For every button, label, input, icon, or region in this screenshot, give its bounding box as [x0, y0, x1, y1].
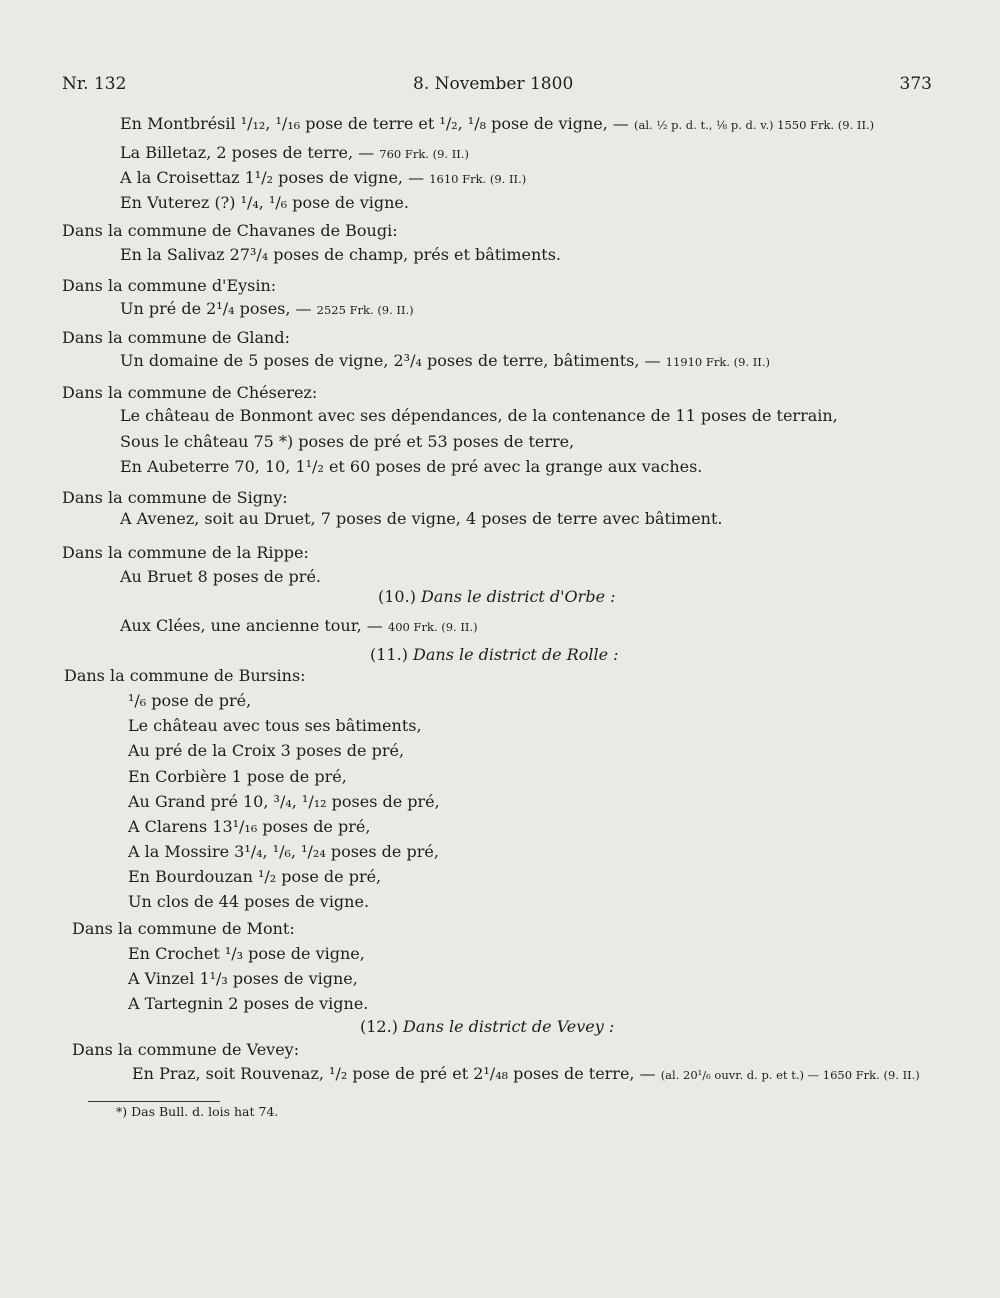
- text-line: [128, 792, 440, 811]
- text-line: [62, 383, 317, 402]
- section-heading: [370, 645, 619, 664]
- valuation-note: (al. ½ p. d. t., ⅛ p. d. v.) 1550 Frk. (9. II.): [633, 118, 875, 132]
- line-text: Dans la commune de Vevey:: [72, 1040, 300, 1059]
- district-title: Dans le district d'Orbe :: [421, 587, 616, 606]
- text-line: [128, 741, 404, 760]
- text-line: [120, 509, 723, 528]
- text-line: [128, 944, 365, 963]
- text-line: [128, 817, 370, 836]
- text-line: [120, 616, 478, 635]
- text-line: [120, 299, 414, 318]
- valuation-note: 2525 Frk. (9. II.): [316, 303, 414, 317]
- line-text: Au Bruet 8 poses de pré.: [120, 567, 321, 586]
- section-number: (12.): [360, 1017, 398, 1036]
- text-line: [132, 1064, 920, 1083]
- text-line: [62, 221, 398, 240]
- line-text: Dans la commune de Chavanes de Bougi:: [62, 221, 398, 240]
- line-text: En Aubeterre 70, 10, 1¹/₂ et 60 poses de pré avec la grange aux vaches.: [120, 457, 703, 476]
- page-number: 373: [899, 74, 932, 94]
- text-line: [120, 432, 574, 451]
- text-line: [64, 666, 306, 685]
- line-text: Dans la commune de Signy:: [62, 488, 288, 507]
- line-text: A la Croisettaz 1¹/₂ poses de vigne, —: [120, 168, 425, 187]
- line-text: A Clarens 13¹/₁₆ poses de pré,: [128, 817, 371, 836]
- line-text: Dans la commune de Mont:: [72, 919, 295, 938]
- text-line: [128, 867, 381, 886]
- text-line: [128, 842, 439, 861]
- footnote-rule: [88, 1101, 220, 1102]
- text-line: [120, 567, 321, 586]
- line-text: Au Grand pré 10, ³/₄, ¹/₁₂ poses de pré,: [128, 792, 440, 811]
- text-line: [62, 488, 288, 507]
- line-text: Le château avec tous ses bâtiments,: [128, 716, 422, 735]
- line-text: Le château de Bonmont avec ses dépendances, de la contenance de 11 poses de terrain,: [120, 406, 838, 425]
- line-text: En Corbière 1 pose de pré,: [128, 767, 347, 786]
- text-line: [128, 767, 347, 786]
- footnote: *) Das Bull. d. lois hat 74.: [116, 1104, 279, 1119]
- section-heading: [378, 587, 616, 606]
- text-line: [128, 716, 422, 735]
- line-text: La Billetaz, 2 poses de terre, —: [120, 143, 375, 162]
- valuation-note: 400 Frk. (9. II.): [387, 620, 478, 634]
- line-text: Sous le château 75 *) poses de pré et 53 poses de terre,: [120, 432, 575, 451]
- valuation-note: 760 Frk. (9. II.): [379, 147, 469, 161]
- text-line: [62, 328, 290, 347]
- text-line: [120, 168, 526, 187]
- text-line: [120, 143, 469, 162]
- line-text: En Montbrésil ¹/₁₂, ¹/₁₆ pose de terre et ¹/₂, ¹/₈ pose de vigne, —: [120, 114, 629, 133]
- valuation-note: 1610 Frk. (9. II.): [429, 172, 527, 186]
- valuation-note: (al. 20¹/₆ ouvr. d. p. et t.) — 1650 Frk. (9. II.): [660, 1068, 920, 1082]
- section-number: (10.): [378, 587, 416, 606]
- line-text: Dans la commune de Chéserez:: [62, 383, 318, 402]
- line-text: ¹/₆ pose de pré,: [128, 691, 252, 710]
- text-line: [120, 193, 409, 212]
- line-text: Un clos de 44 poses de vigne.: [128, 892, 370, 911]
- line-text: Dans la commune de la Rippe:: [62, 543, 309, 562]
- line-text: Un pré de 2¹/₄ poses, —: [120, 299, 312, 318]
- text-line: [72, 919, 295, 938]
- text-line: [62, 543, 309, 562]
- line-text: Dans la commune d'Eysin:: [62, 276, 277, 295]
- text-line: [120, 457, 702, 476]
- document-number: Nr. 132: [62, 74, 127, 94]
- text-line: [128, 969, 358, 988]
- line-text: A Tartegnin 2 poses de vigne.: [128, 994, 369, 1013]
- text-line: [128, 691, 251, 710]
- line-text: A Vinzel 1¹/₃ poses de vigne,: [128, 969, 358, 988]
- text-line: [120, 114, 874, 133]
- text-line: [120, 351, 770, 370]
- text-line: [120, 406, 838, 425]
- line-text: En Vuterez (?) ¹/₄, ¹/₆ pose de vigne.: [120, 193, 409, 212]
- text-line: [120, 245, 561, 264]
- line-text: Dans la commune de Bursins:: [64, 666, 306, 685]
- line-text: En Crochet ¹/₃ pose de vigne,: [128, 944, 365, 963]
- text-line: [128, 892, 369, 911]
- line-text: En la Salivaz 27³/₄ poses de champ, prés et bâtiments.: [120, 245, 561, 264]
- text-line: [128, 994, 368, 1013]
- district-title: Dans le district de Rolle :: [413, 645, 619, 664]
- text-line: [62, 276, 276, 295]
- line-text: En Praz, soit Rouvenaz, ¹/₂ pose de pré et 2¹/₄₈ poses de terre, —: [132, 1064, 656, 1083]
- line-text: Un domaine de 5 poses de vigne, 2³/₄ poses de terre, bâtiments, —: [120, 351, 661, 370]
- line-text: Dans la commune de Gland:: [62, 328, 290, 347]
- line-text: Aux Clées, une ancienne tour, —: [120, 616, 383, 635]
- document-date: 8. November 1800: [413, 74, 574, 94]
- section-number: (11.): [370, 645, 408, 664]
- line-text: A Avenez, soit au Druet, 7 poses de vigne, 4 poses de terre avec bâtiment.: [120, 509, 723, 528]
- district-title: Dans le district de Vevey :: [403, 1017, 615, 1036]
- valuation-note: 11910 Frk. (9. II.): [665, 355, 770, 369]
- text-line: [72, 1040, 299, 1059]
- section-heading: [360, 1017, 614, 1036]
- line-text: En Bourdouzan ¹/₂ pose de pré,: [128, 867, 382, 886]
- line-text: A la Mossire 3¹/₄, ¹/₆, ¹/₂₄ poses de pré,: [128, 842, 439, 861]
- line-text: Au pré de la Croix 3 poses de pré,: [128, 741, 405, 760]
